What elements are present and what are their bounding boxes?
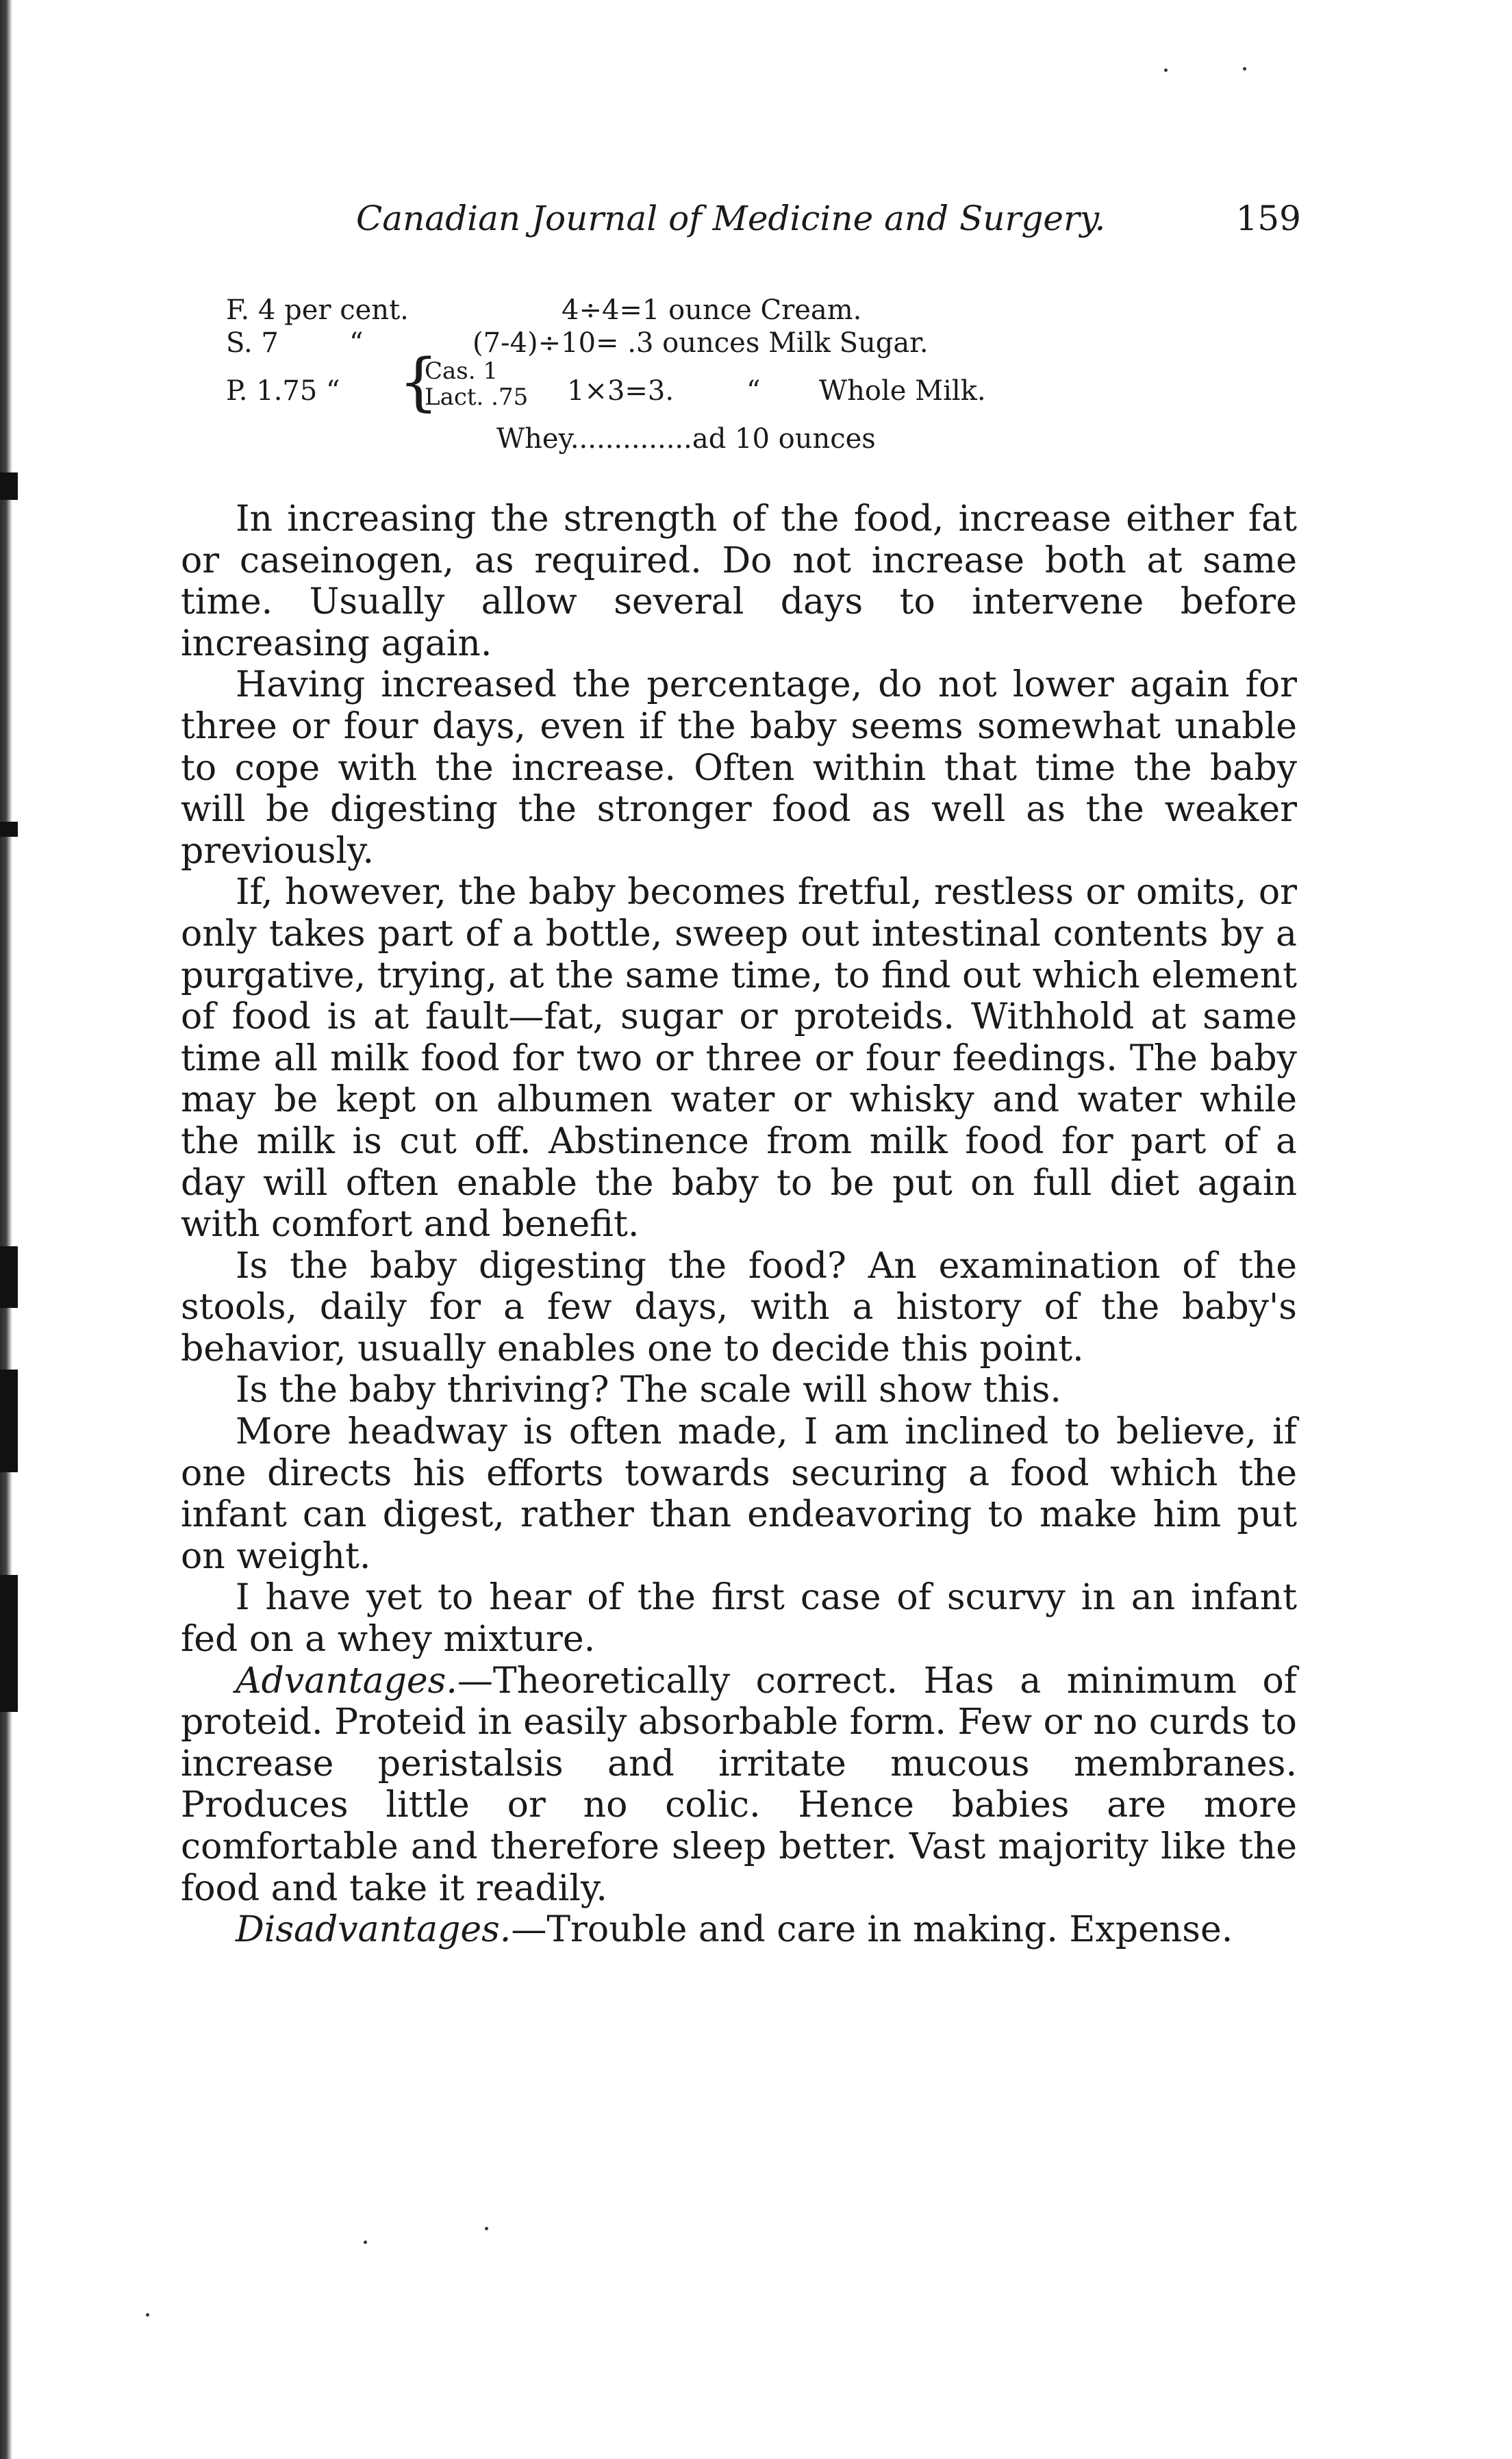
advantages-paragraph: [181, 1661, 1297, 1910]
binding-edge-shadow: [0, 0, 12, 2459]
milk-formula-table: [226, 288, 1048, 466]
scan-speck: [1243, 67, 1246, 71]
formula-sugar-ditto: “: [349, 327, 364, 359]
advantages-text: —Theoretically correct. Has a minimum of proteid. Proteid in easily absorbable form. Few or no curds to increase peristalsis and irritate mucous membranes. Produces little or no colic. Hence babies are more comfortable and therefore sleep better. Vast majority like the food and take it readily.: [181, 1660, 1297, 1909]
article-body: [181, 499, 1297, 1951]
scan-speck: [485, 2227, 488, 2230]
paragraph: Is the baby thriving? The scale will show this.: [236, 1370, 1061, 1411]
formula-sugar-calc: (7-4)÷10= .3 ounces Milk Sugar.: [473, 327, 929, 359]
disadvantages-text: —Trouble and care in making. Expense.: [511, 1909, 1233, 1951]
binding-mark: [0, 1370, 18, 1472]
formula-lactalbumin: Lact. .75: [425, 383, 529, 411]
page-number: 159: [1235, 199, 1301, 238]
formula-sugar-label: S. 7: [226, 327, 279, 359]
paragraph: More headway is often made, I am inclined to believe, if one directs his efforts towards securing a food which the infant can digest, rather than endeavoring to make him put on weight.: [181, 1411, 1297, 1577]
running-header: [356, 199, 1301, 253]
binding-mark: [0, 1246, 18, 1308]
binding-mark: [0, 822, 18, 837]
formula-protein-calc: 1×3=3.: [567, 375, 675, 407]
advantages-heading: Advantages.: [236, 1660, 457, 1702]
disadvantages-heading: Disadvantages.: [236, 1909, 512, 1951]
binding-mark: [0, 1575, 18, 1712]
formula-fat-label: F. 4 per cent.: [226, 294, 409, 326]
binding-mark: [0, 472, 18, 500]
running-title: Canadian Journal of Medicine and Surgery.: [356, 199, 1106, 238]
formula-fat-calc: 4÷4=1 ounce Cream.: [562, 294, 862, 326]
paragraph: Having increased the percentage, do not lower again for three or four days, even if the baby seems somewhat unable to cope with the increase. Often within that time the baby will be digesting the stronger food as well as the weaker previously.: [181, 664, 1297, 872]
scan-speck: [146, 2313, 149, 2317]
formula-protein-item: Whole Milk.: [819, 375, 986, 407]
paragraph: Is the baby digesting the food? An examination of the stools, daily for a few days, with a history of the baby's behavior, usually enables one to decide this point.: [181, 1245, 1297, 1370]
paragraph: In increasing the strength of the food, increase either fat or caseinogen, as required. Do not increase both at same time. Usually allow several days to intervene before increasing again.: [181, 499, 1297, 664]
disadvantages-paragraph: [181, 1909, 1297, 1951]
formula-whey: Whey..............ad 10 ounces: [496, 423, 876, 455]
scan-speck: [364, 2241, 367, 2244]
paragraph: I have yet to hear of the first case of scurvy in an infant fed on a whey mixture.: [181, 1577, 1297, 1661]
scan-speck: [1164, 68, 1168, 72]
formula-protein-ditto: “: [746, 375, 761, 407]
formula-brace: {: [399, 345, 439, 418]
formula-protein-label: P. 1.75 “: [226, 375, 340, 407]
paragraph: If, however, the baby becomes fretful, restless or omits, or only takes part of a bottle, sweep out intestinal contents by a purgative, trying, at the same time, to find out which element of food is at fault—fat, sugar or proteids. Withhold at same time all milk food for two or three or four feedings. The baby may be kept on albumen water or whisky and water while the milk is cut off. Abstinence from milk food for part of a day will often enable the baby to be put on full diet again with comfort and benefit.: [181, 872, 1297, 1246]
formula-casein: Cas. 1: [425, 357, 498, 385]
